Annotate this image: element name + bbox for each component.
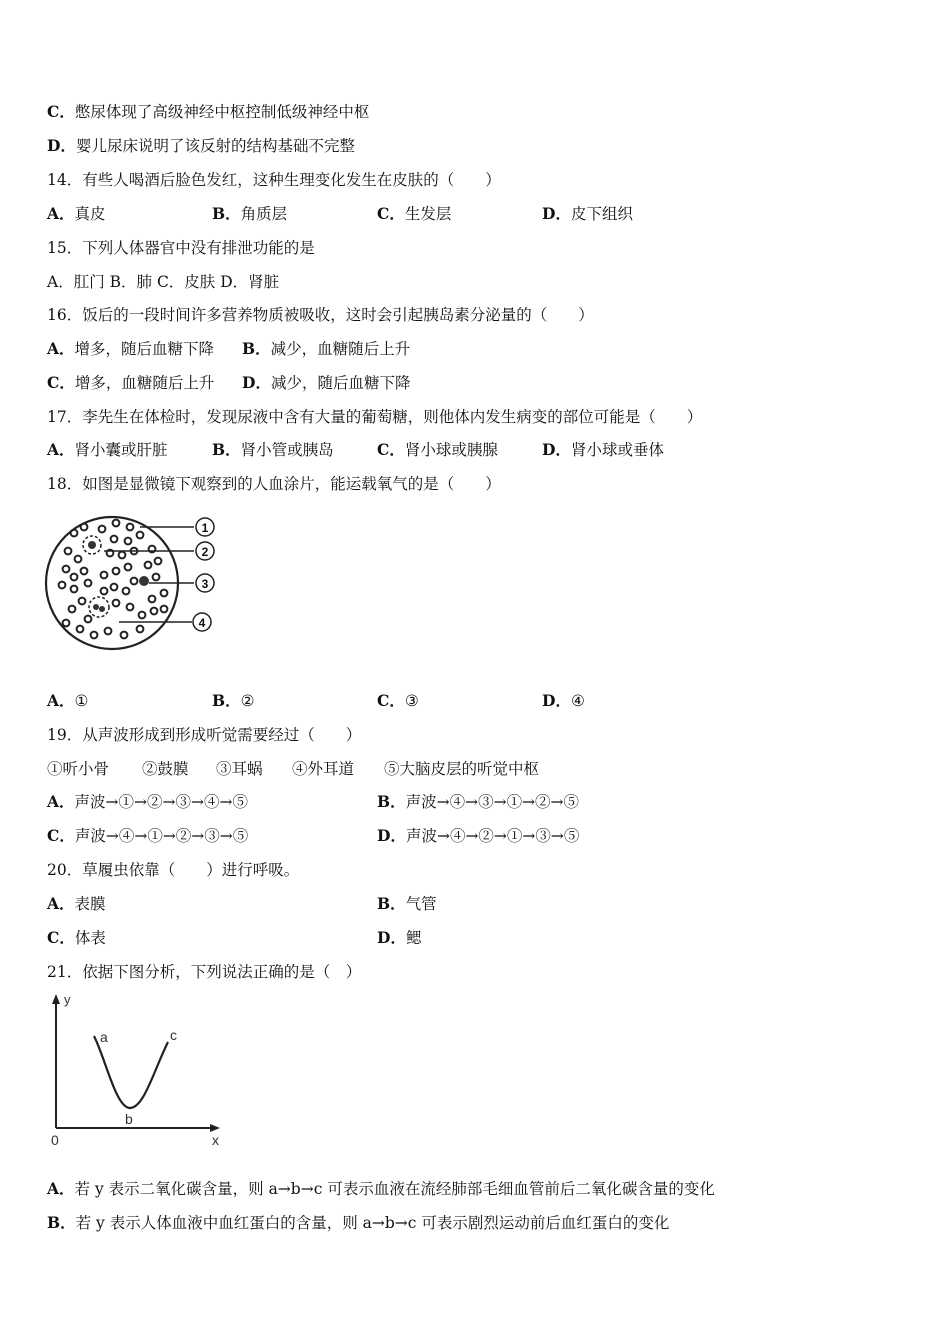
point-b-label: b: [125, 1111, 133, 1127]
origin-label: 0: [51, 1132, 59, 1148]
q14-option-c: C．生发层: [377, 204, 452, 223]
q16-stem: 16．饭后的一段时间许多营养物质被吸收，这时会引起胰岛素分泌量的（ ）: [47, 306, 594, 324]
q19-item-1: ①听小骨: [47, 760, 110, 778]
point-a-label: a: [100, 1029, 108, 1045]
curve-abc: [94, 1036, 168, 1108]
q20-option-d: D．鳃: [377, 928, 422, 947]
q18-option-b: B．②: [212, 691, 255, 710]
q15-stem: 15．下列人体器官中没有排泄功能的是: [47, 239, 315, 257]
q19-option-b: B．声波→④→③→①→②→⑤: [377, 792, 580, 811]
figure-label-3: 3: [201, 577, 209, 591]
option-letter: D．: [47, 136, 76, 155]
q14-option-a: A．真皮: [47, 204, 106, 223]
q21-option-a: A．若 y 表示二氧化碳含量，则 a→b→c 可表示血液在流经肺部毛细血管前后二氧化碳含量的变化: [47, 1179, 715, 1198]
q19-option-c: C．声波→④→①→②→③→⑤: [47, 826, 249, 845]
q20-option-a: A．表膜: [47, 894, 106, 913]
option-text: 婴儿尿床说明了该反射的结构基础不完整: [75, 137, 355, 155]
q14-option-d: D．皮下组织: [542, 204, 633, 223]
option-letter: C．: [47, 102, 75, 121]
q16-option-c: C．增多，血糖随后上升: [47, 373, 215, 392]
q17-option-a: A．肾小囊或肝脏: [47, 440, 168, 459]
figure-label-1: 1: [201, 521, 209, 535]
q13-option-d: [47, 136, 355, 156]
figure-label-4: 4: [198, 616, 206, 630]
q19-item-5: ⑤大脑皮层的听觉中枢: [384, 760, 540, 778]
q21-option-b: B．若 y 表示人体血液中血红蛋白的含量，则 a→b→c 可表示剧烈运动前后血红蛋白的变化: [47, 1213, 670, 1232]
q17-option-b: B．肾小管或胰岛: [212, 440, 334, 459]
q19-option-d: D．声波→④→②→①→③→⑤: [377, 826, 580, 845]
axis-x-label: x: [212, 1132, 219, 1148]
q21-stem: 21．依据下图分析，下列说法正确的是（ ）: [47, 963, 362, 981]
q19-item-3: ③耳蜗: [216, 760, 263, 778]
q20-stem: 20．草履虫依靠（ ）进行呼吸。: [47, 861, 300, 879]
q20-option-b: B．气管: [377, 894, 437, 913]
q17-option-c: C．肾小球或胰腺: [377, 440, 498, 459]
axis-y-label: y: [64, 992, 71, 1007]
q19-stem: 19．从声波形成到形成听觉需要经过（ ）: [47, 726, 362, 744]
q17-option-d: D．肾小球或垂体: [542, 440, 664, 459]
point-c-label: c: [170, 1027, 177, 1043]
q18-option-d: D．④: [542, 691, 585, 710]
q19-item-4: ④外耳道: [292, 760, 355, 778]
blood-smear-figure: [44, 505, 224, 660]
q17-stem: 17．李先生在体检时，发现尿液中含有大量的葡萄糖，则他体内发生病变的部位可能是（ ）: [47, 408, 703, 426]
q16-option-a: A．增多，随后血糖下降: [47, 339, 215, 358]
q14-stem: 14．有些人喝酒后脸色发红，这种生理变化发生在皮肤的（ ）: [47, 171, 501, 189]
white-blood-cell: [139, 576, 149, 586]
q16-option-d: D．减少，随后血糖下降: [242, 373, 411, 392]
q14-option-b: B．角质层: [212, 204, 288, 223]
option-text: 憋尿体现了高级神经中枢控制低级神经中枢: [74, 103, 370, 121]
q18-option-c: C．③: [377, 691, 419, 710]
q19-item-2: ②鼓膜: [142, 760, 189, 778]
q20-option-c: C．体表: [47, 928, 106, 947]
q19-option-a: A．声波→①→②→③→④→⑤: [47, 792, 248, 811]
q13-option-c: [47, 102, 369, 122]
q16-option-b: B．减少，血糖随后上升: [242, 339, 411, 358]
q18-stem: 18．如图是显微镜下观察到的人血涂片，能运载氧气的是（ ）: [47, 475, 501, 493]
q15-options: A．肛门 B．肺 C．皮肤 D．肾脏: [47, 273, 280, 291]
curve-graph-figure: [44, 990, 234, 1150]
q18-option-a: A．①: [47, 691, 89, 710]
figure-label-2: 2: [201, 545, 209, 559]
